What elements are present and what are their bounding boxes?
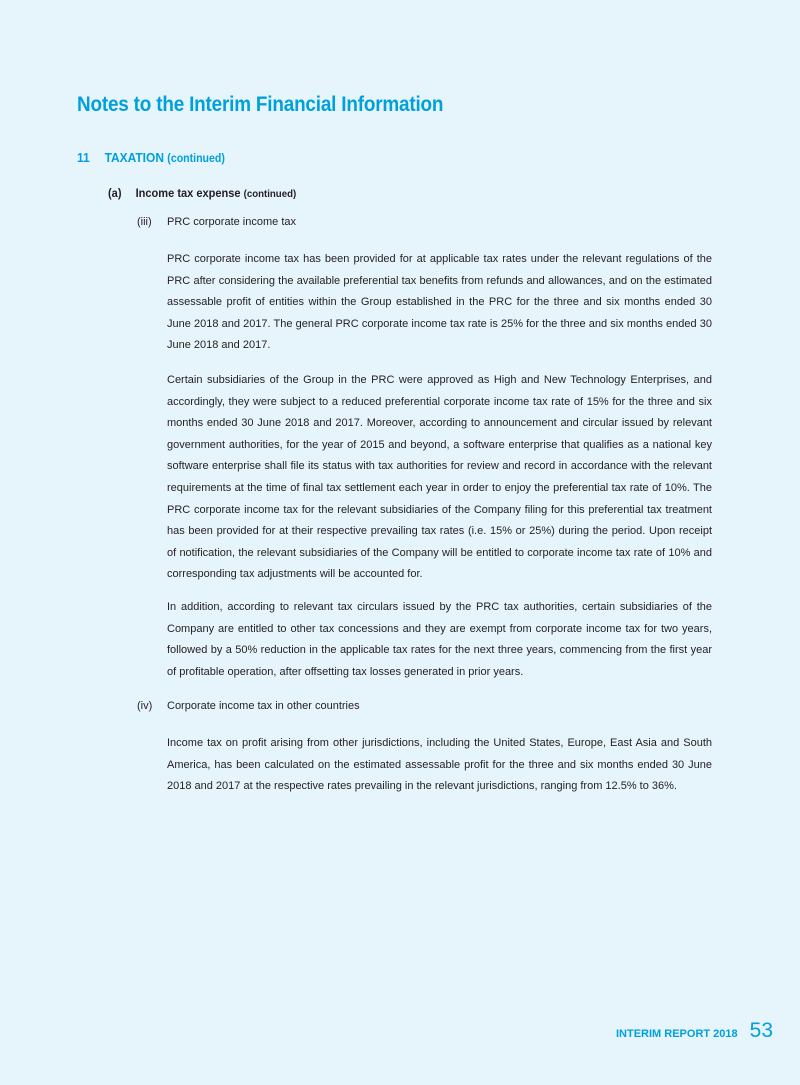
section-title: TAXATION <box>104 150 164 165</box>
item-heading-iv <box>137 700 360 712</box>
section-number: 11 <box>77 150 90 165</box>
report-name: INTERIM REPORT 2018 <box>616 1028 738 1040</box>
item-title: Corporate income tax in other countries <box>167 700 360 712</box>
paragraph-prc-hnte: Certain subsidiaries of the Group in the PRC were approved as High and New Technology Enterprises, and accordingly, they were subject to a reduced preferential corporate income tax rate of 15% for the three and six months ended 30 June 2018 and 2017. Moreover, according to announcement and circular issued by relevant government authorities, for the year of 2015 and beyond, a software enterprise that qualifies as a national key software enterprise shall file its status with tax authorities for review and record in accordance with the relevant requirements at the time of final tax settlement each year in order to enjoy the preferential tax rate of 10%. The PRC corporate income tax for the relevant subsidiaries of the Company filing for this preferential tax treatment has been provided for at their respective prevailing tax rates (i.e. 15% or 25%) during the period. Upon receipt of notification, the relevant subsidiaries of the Company will be entitled to corporate income tax rate of 10% and corresponding tax adjustments will be accounted for. <box>167 374 712 581</box>
section-suffix: (continued) <box>167 153 225 165</box>
item-label: (iii) <box>137 216 152 228</box>
paragraph-prc-general: PRC corporate income tax has been provided for at applicable tax rates under the relevant regulations of the PRC after considering the available preferential tax benefits from refunds and allowances, and on the estimated assessable profit of entities within the Group established in the PRC for the three and six months ended 30 June 2018 and 2017. The general PRC corporate income tax rate is 25% for the three and six months ended 30 June 2018 and 2017. <box>167 253 712 352</box>
subsection-heading <box>108 186 296 200</box>
item-label: (iv) <box>137 700 153 712</box>
item-heading-iii <box>137 216 296 228</box>
item-title: PRC corporate income tax <box>167 216 296 228</box>
page-footer <box>616 1019 773 1043</box>
section-heading <box>77 150 225 165</box>
page-title: Notes to the Interim Financial Information <box>77 93 444 116</box>
page-number: 53 <box>749 1019 773 1042</box>
subsection-title: Income tax expense <box>135 186 241 200</box>
subsection-suffix: (continued) <box>243 188 297 200</box>
paragraph-other-countries: Income tax on profit arising from other jurisdictions, including the United States, Europe, East Asia and South America, has been calculated on the estimated assessable profit for the three and six months ended 30 June 2018 and 2017 at the respective rates prevailing in the relevant jurisdictions, ranging from 12.5% to 36%. <box>167 737 712 793</box>
subsection-label: (a) <box>108 186 122 200</box>
paragraph-prc-concessions: In addition, according to relevant tax circulars issued by the PRC tax authorities, certain subsidiaries of the Company are entitled to other tax concessions and they are exempt from corporate income tax for two years, followed by a 50% reduction in the applicable tax rates for the next three years, commencing from the first year of profitable operation, after offsetting tax losses generated in prior years. <box>167 601 712 678</box>
